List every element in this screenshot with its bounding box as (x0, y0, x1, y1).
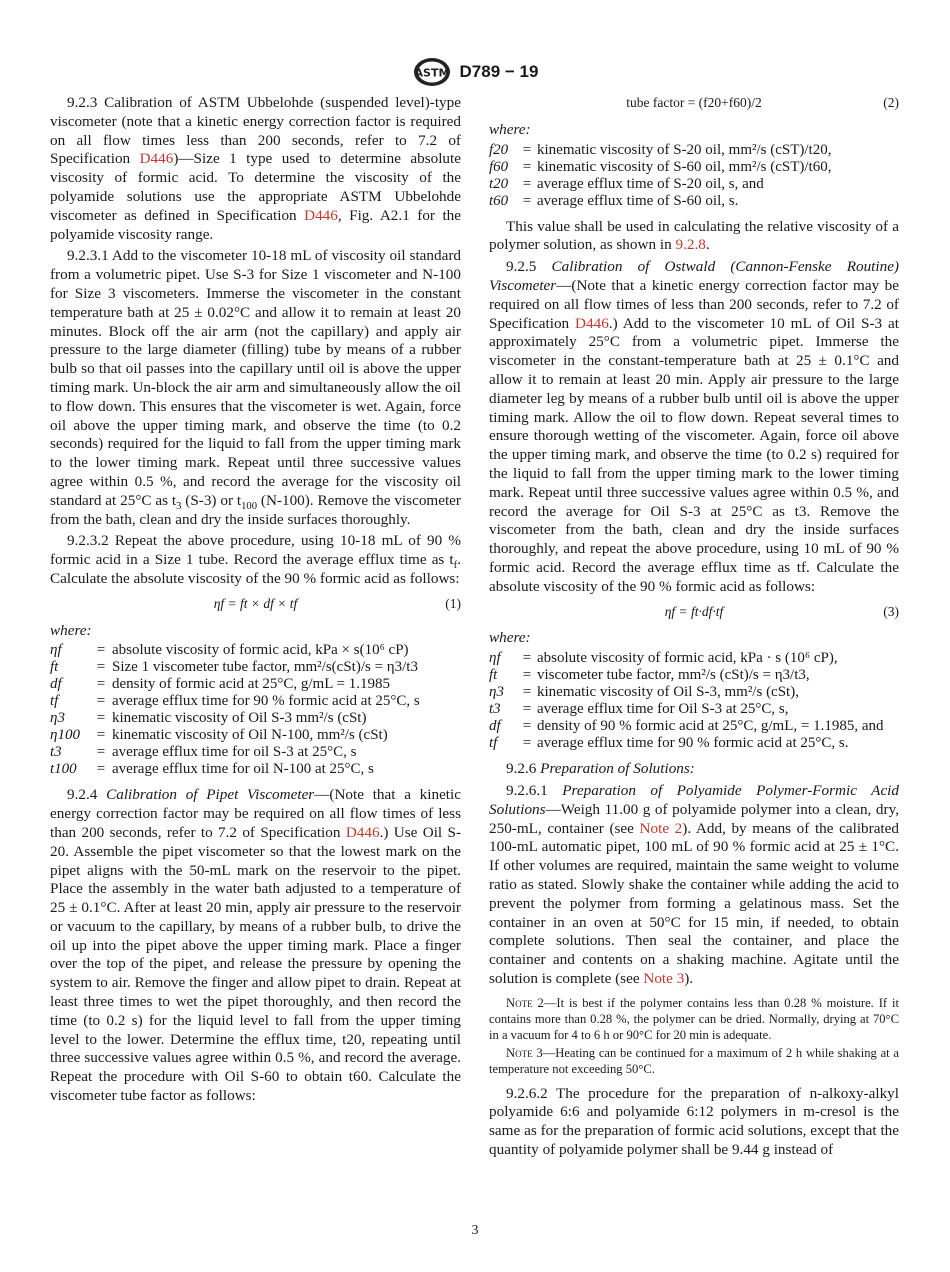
right-column (489, 94, 899, 1163)
definition-eq: = (522, 667, 532, 684)
definition-eq: = (96, 642, 106, 659)
definition-eq: = (522, 701, 532, 718)
definition-row (50, 710, 461, 727)
definition-def: kinematic viscosity of Oil N-100, mm²/s (cSt) (112, 727, 388, 744)
definition-def: absolute viscosity of formic acid, kPa · s (10⁶ cP), (537, 650, 838, 667)
definition-eq: = (96, 659, 106, 676)
definition-row (50, 727, 461, 744)
link-9-2-8[interactable]: 9.2.8 (675, 236, 706, 254)
definition-def: density of formic acid at 25°C, g/mL = 1.1985 (112, 676, 391, 693)
paragraph-tube-factor-usage: This value shall be used in calculating the relative viscosity of a polymer solution, as shown in 9.2.8. (489, 217, 899, 254)
section-9-2-6-1: 9.2.6.1 Preparation of Polyamide Polymer-Formic Acid Solutions—Weigh 11.00 g of polyamide polymer into a clean, dry, 250-mL, container (see Note 2). Add, by means of the calibrated 100-mL automatic pipet, 100 mL of 90 % formic acid at 25 ± 1°C. If other volumes are required, maintain the same weight to volume ratio as stated. Slowly shake the container while adding the acid to prevent the polymer from forming a gelatinous mass. Set the container in an oven at 50°C for 15 min, if needed, to obtain complete solutions. Then seal the container, and place the container and contents on a shaking machine. Agitate until the solution is complete (see Note 3). (489, 781, 899, 987)
definition-eq: = (96, 761, 106, 778)
definition-row (489, 650, 899, 667)
link-d446[interactable]: D446 (575, 314, 609, 332)
definition-def: absolute viscosity of formic acid, kPa × s(10⁶ cP) (112, 642, 409, 659)
definition-eq: = (522, 735, 532, 752)
definition-eq: = (522, 192, 532, 209)
astm-logo-icon (412, 56, 452, 88)
definition-eq: = (96, 693, 106, 710)
equation-number: (2) (883, 95, 899, 110)
definition-row (489, 667, 899, 684)
definition-def: kinematic viscosity of S-60 oil, mm²/s (cST)/t60, (537, 158, 832, 175)
definition-row (50, 761, 461, 778)
definition-row (489, 735, 899, 752)
definition-eq: = (522, 684, 532, 701)
definition-sym: tf (489, 735, 498, 752)
definition-def: kinematic viscosity of Oil S-3 mm²/s (cSt) (112, 710, 367, 727)
section-9-2-3: 9.2.3 Calibration of ASTM Ubbelohde (suspended level)-type viscometer (note that a kinetic energy correction factor is required on all flow times less than 200 seconds, refer to 7.2 of Specification D446)—Size 1 type used to determine absolute viscosity of formic acid. To determine the viscosity of the polyamide solutions use the appropriate ASTM Ubbelohde viscometer as defined in Specification D446, Fig. A2.1 for the polyamide viscosity range. (50, 94, 461, 243)
equation-2: tube factor = (f20+f60)/2 (2) (489, 94, 899, 113)
definition-eq: = (522, 718, 532, 735)
definition-eq: = (522, 141, 532, 158)
section-9-2-4: 9.2.4 Calibration of Pipet Viscometer—(Note that a kinetic energy correction factor may be required on all flow times of less than 200 seconds, refer to 7.2 of Specification D446.) Use Oil S-20. Assemble the pipet viscometer so that the lowest mark on the pipet aligns with the 50-mL mark on the reservoir to the pipet. Place the assembly in the water bath adjusted to a temperature of 25 ± 0.1°C. After at least 20 min, apply air pressure to the reservoir or vacuum to the capillary, by means of a rubber bulb, to drive the oil up into the pipet above the upper timing mark. Place a finger over the top of the pipet, and release the pressure by opening the system to air. Remove the finger and allow pipet to drain. Repeat at least three times to wet the pipet thoroughly, and then record the time (to 0.2 s) for the liquid level to fall from the upper timing level to the lower. Determine the efflux time, t20, repeating until three successive values agree within 0.5 %, and record the average. Repeat the procedure with Oil S-60 to obtain t60. Calculate the viscometer tube factor as follows: (50, 786, 462, 1105)
definition-def: kinematic viscosity of Oil S-3, mm²/s (cSt), (537, 684, 799, 701)
section-9-2-6-2: 9.2.6.2 The procedure for the preparation of n-alkoxy-alkyl polyamide 6:6 and polyamide 6:12 polymers in m-cresol is the same as for the preparation of formic acid solutions, except that the quantity of polyamide polymer shall be 9.44 g instead of (489, 1084, 899, 1159)
equation-3: ηf = ft·df·tf (3) (489, 603, 899, 622)
definition-def: average efflux time for oil N-100 at 25°C, s (112, 761, 374, 778)
definition-sym: t3 (489, 701, 501, 718)
link-note-3[interactable]: Note 3 (643, 969, 685, 987)
definition-sym: t3 (50, 744, 62, 761)
definition-sym: ηf (489, 650, 501, 667)
link-note-2[interactable]: Note 2 (639, 819, 683, 837)
definition-row (50, 642, 461, 659)
definition-row (489, 193, 899, 210)
definition-sym: t20 (489, 175, 509, 192)
equation-1: ηf = ft × df × tf (1) (50, 595, 461, 614)
definition-def: average efflux time for oil S-3 at 25°C, s (112, 744, 357, 761)
definition-def: average efflux time of S-60 oil, s. (537, 192, 739, 209)
page-number: 3 (471, 1223, 479, 1238)
page-header (0, 56, 950, 88)
section-9-2-3-2: 9.2.3.2 Repeat the above procedure, using 10-18 mL of 90 % formic acid in a Size 1 tube. Record the average efflux time as $t_f$. Calculate the absolute viscosity of the 90 % formic acid as follows: (50, 532, 461, 587)
where-label: where: (50, 621, 92, 639)
definition-row (489, 176, 899, 193)
section-9-2-3-1: 9.2.3.1 Add to the viscometer 10-18 mL of viscosity oil standard from a volumetric pipet. Use S-3 for Size 1 viscometer and N-100 for Size 3 viscometers. Immerse the viscometer in the constant temperature bath at 25 ± 0.02°C and allow it to remain at least 20 minutes. Block off the air arm (not the capillary) and apply air pressure to the large diameter (filling) tube by means of a rubber bulb so that oil passes into the capillary until oil is above the upper timing mark. Un-block the air arm and simultaneously allow the oil to flow down. This ensures that the viscometer is wet. Again, force oil above the upper timing mark, and observe the time (to 0.2 seconds) required for the liquid to fall from the upper timing mark to the lower timing mark. Repeat until three successive values agree within 0.5 %, and record the average for the viscosity oil standard at 25°C as $t_3$ (S-3) or $t_{100}$ (N-100). Remove the viscometer from the bath, clean and dry the inside surfaces thoroughly. (50, 247, 461, 528)
section-9-2-6: 9.2.6 Preparation of Solutions: (506, 760, 695, 778)
definition-sym: f20 (489, 141, 509, 158)
definition-row (489, 701, 899, 718)
definition-eq: = (96, 744, 106, 761)
document-number: D789 − 19 (459, 62, 539, 81)
definition-sym: ft (489, 667, 498, 684)
definition-row (489, 142, 899, 159)
definition-sym: η100 (50, 727, 80, 744)
left-column (50, 94, 461, 1109)
definition-sym: η3 (50, 710, 65, 727)
definition-eq: = (96, 727, 106, 744)
definition-def: viscometer tube factor, mm²/s (cSt)/s = η3/t3, (537, 667, 810, 684)
definition-row (489, 159, 899, 176)
definition-def: Size 1 viscometer tube factor, mm²/s(cSt)/s = η3/t3 (112, 659, 418, 676)
link-d446[interactable]: D446 (304, 206, 338, 224)
definition-def: average efflux time for 90 % formic acid at 25°C, s (112, 693, 420, 710)
definition-row (489, 684, 899, 701)
link-d446[interactable]: D446 (345, 823, 380, 841)
definition-row (50, 676, 461, 693)
definition-row (50, 744, 461, 761)
svg-text:ASTM: ASTM (414, 66, 449, 80)
link-d446[interactable]: D446 (139, 150, 174, 168)
definition-sym: t60 (489, 192, 509, 209)
equation-number: (1) (445, 595, 461, 611)
definition-def: density of 90 % formic acid at 25°C, g/mL, = 1.1985, and (537, 718, 884, 735)
definition-def: average efflux time for 90 % formic acid at 25°C, s. (537, 735, 849, 752)
definition-eq: = (96, 710, 106, 727)
definition-sym: ft (50, 659, 59, 676)
definition-def: average efflux time of S-20 oil, s, and (537, 175, 764, 192)
definition-sym: df (50, 676, 62, 693)
where-label: where: (489, 120, 531, 138)
definition-def: kinematic viscosity of S-20 oil, mm²/s (cST)/t20, (537, 141, 832, 158)
note-3: Note 3—Heating can be continued for a maximum of 2 h while shaking at a temperature not exceeding 50°C. (489, 1045, 899, 1076)
equation-number: (3) (883, 603, 899, 619)
note-2: Note 2—It is best if the polymer contains less than 0.28 % moisture. If it contains more than 0.28 %, the polymer can be dried. Normally, drying at 70°C in a vacuum for 4 to 6 h or 90°C for 20 min is adequate. (489, 995, 899, 1042)
definitions-table-2 (489, 142, 899, 210)
definition-sym: tf (50, 693, 59, 710)
section-9-2-5: 9.2.5 Calibration of Ostwald (Cannon-Fenske Routine) Viscometer—(Note that a kinetic energy correction factor may be required on all flow times of less than 200 seconds, refer to 7.2 of Specification D446.) Add to the viscometer 10 mL of Oil S-3 at approximately 25°C from a volumetric pipet. Immerse the viscometer in the constant-temperature bath at 25 ± 0.1°C and allow it to remain at least 20 min. Apply air pressure to the large diameter leg by means of a rubber bulb until oil is above the upper timing mark. Allow the oil to flow down. Repeat several times to ensure thorough wetting of the viscometer. Again, force oil above the upper timing mark, and observe the time (to 0.2 s) required for the liquid to fall from the upper timing mark to the lower timing mark. Repeat until three successive values agree within 0.5 %, and record the average for Oil S-3 at 25°C as t3. Remove the viscometer from the bath, clean and dry the inside surfaces thoroughly, and repeat the above procedure, using 10 mL of 90 % formic acid. Record the average efflux time as tf. Calculate the absolute viscosity of the 90 % formic acid as follows: (489, 258, 899, 595)
definition-eq: = (522, 650, 532, 667)
definition-row (50, 693, 461, 710)
definition-def: average efflux time for Oil S-3 at 25°C, s, (537, 701, 789, 718)
definition-row (50, 659, 461, 676)
where-label: where: (489, 629, 531, 647)
definitions-table-1 (50, 642, 461, 778)
definitions-table-3 (489, 650, 899, 752)
definition-sym: f60 (489, 158, 509, 175)
definition-eq: = (96, 676, 106, 693)
definition-sym: ηf (50, 642, 62, 659)
definition-sym: t100 (50, 761, 77, 778)
definition-sym: η3 (489, 684, 504, 701)
definition-eq: = (522, 158, 532, 175)
definition-eq: = (522, 175, 532, 192)
definition-row (489, 718, 899, 735)
definition-sym: df (489, 718, 501, 735)
